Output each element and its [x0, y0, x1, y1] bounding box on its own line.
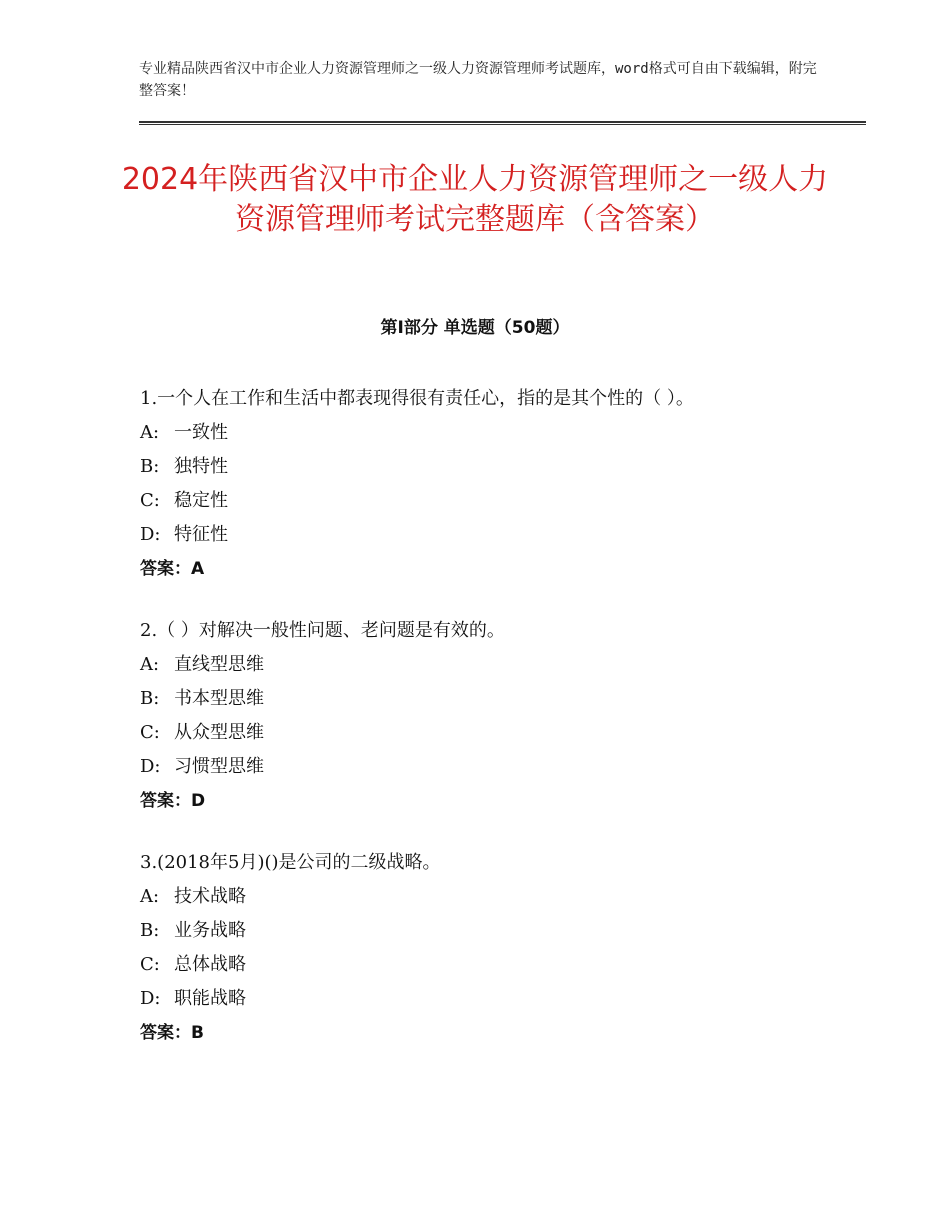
option-text: 从众型思维 [174, 722, 264, 743]
document-title: 2024年陕西省汉中市企业人力资源管理师之一级人力资源管理师考试完整题库（含答案） [121, 162, 829, 237]
option-letter: B: [140, 456, 160, 477]
option-a [140, 416, 780, 450]
question-1 [140, 382, 780, 586]
option-text: 书本型思维 [174, 688, 264, 709]
option-letter: D: [140, 756, 161, 777]
answer-line [140, 784, 780, 818]
question-stem: 1.一个人在工作和生活中都表现得很有责任心，指的是其个性的（ ）。 [140, 388, 694, 409]
option-b [140, 450, 780, 484]
option-text: 总体战略 [174, 954, 246, 975]
option-text: 特征性 [174, 524, 228, 545]
option-a [140, 648, 780, 682]
option-b [140, 914, 780, 948]
question-list [140, 382, 780, 1078]
option-letter: D: [140, 524, 161, 545]
option-letter: A: [140, 886, 160, 907]
option-text: 职能战略 [174, 988, 246, 1009]
option-letter: C: [140, 490, 160, 511]
option-a [140, 880, 780, 914]
answer-value: A [191, 559, 205, 579]
answer-value: D [191, 791, 206, 811]
option-d [140, 982, 780, 1016]
option-letter: C: [140, 954, 160, 975]
option-text: 直线型思维 [174, 654, 264, 675]
option-text: 习惯型思维 [174, 756, 264, 777]
header-divider [139, 121, 866, 125]
question-stem: 3.(2018年5月)()是公司的二级战略。 [140, 852, 441, 873]
option-d [140, 518, 780, 552]
option-text: 独特性 [174, 456, 228, 477]
question-stem: 2.（ ）对解决一般性问题、老问题是有效的。 [140, 620, 505, 641]
option-b [140, 682, 780, 716]
question-2 [140, 614, 780, 818]
answer-line [140, 1016, 780, 1050]
option-c [140, 948, 780, 982]
option-d [140, 750, 780, 784]
option-text: 业务战略 [174, 920, 246, 941]
option-text: 技术战略 [174, 886, 246, 907]
option-letter: A: [140, 654, 160, 675]
option-letter: D: [140, 988, 161, 1009]
option-letter: A: [140, 422, 160, 443]
option-c [140, 484, 780, 518]
option-letter: C: [140, 722, 160, 743]
option-text: 稳定性 [174, 490, 228, 511]
section-heading: 第Ⅰ部分 单选题（50题） [380, 318, 570, 338]
answer-label: 答案： [140, 1023, 191, 1043]
answer-line [140, 552, 780, 586]
option-letter: B: [140, 688, 160, 709]
option-text: 一致性 [174, 422, 228, 443]
option-letter: B: [140, 920, 160, 941]
answer-value: B [191, 1023, 204, 1043]
answer-label: 答案： [140, 791, 191, 811]
question-3 [140, 846, 780, 1050]
option-c [140, 716, 780, 750]
header-note: 专业精品陕西省汉中市企业人力资源管理师之一级人力资源管理师考试题库，word格式可自由下载编辑，附完整答案！ [139, 61, 817, 99]
answer-label: 答案： [140, 559, 191, 579]
